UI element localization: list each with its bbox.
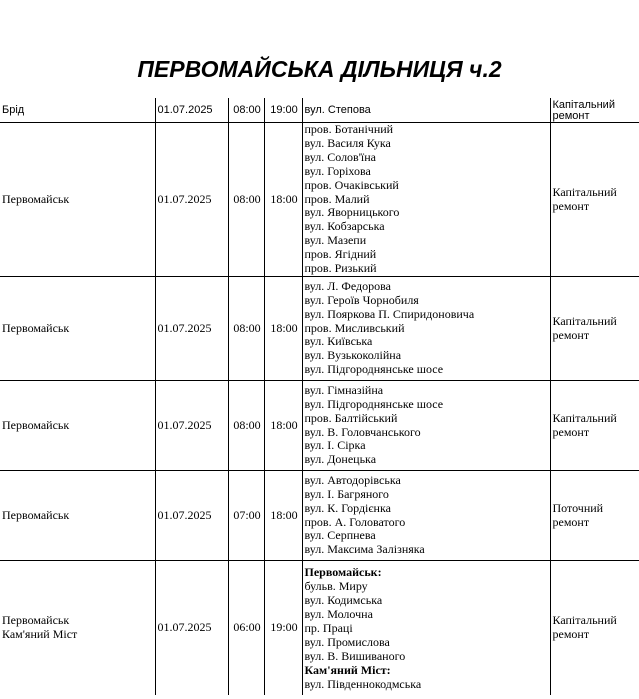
work-type-cell <box>550 471 639 561</box>
work-type-line: ремонт <box>552 110 590 122</box>
start-time-cell: 08:00 <box>228 277 264 381</box>
street-item: вул. Солов'їна <box>304 149 376 164</box>
street-item: вул. Київська <box>304 334 373 349</box>
end-time-cell: 18:00 <box>264 123 302 277</box>
street-item: вул. Підгороднянське шосе <box>304 396 444 411</box>
date-cell: 01.07.2025 <box>155 561 228 696</box>
table-row <box>0 381 639 471</box>
street-item: вул. Серпнева <box>304 528 376 543</box>
street-item: вул. Донецька <box>304 452 377 467</box>
location-line: Первомайськ <box>2 613 70 628</box>
street-item: вул. Промислова <box>304 634 390 649</box>
work-type-line: Капітальний <box>552 313 617 328</box>
street-item: пров. Малий <box>304 191 370 206</box>
location-cell: Брід <box>0 98 155 123</box>
street-item: вул. В. Головчанського <box>304 424 421 439</box>
table-row <box>0 471 639 561</box>
street-item: пров. А. Головатого <box>304 514 406 529</box>
street-item: вул. Василя Кука <box>304 135 391 150</box>
street-item: вул. Мазепи <box>304 233 367 248</box>
streets-cell <box>302 561 550 696</box>
location-cell: Первомайськ <box>0 471 155 561</box>
location-cell: Первомайськ <box>0 277 155 381</box>
table-row <box>0 98 639 123</box>
street-item: пров. Мисливський <box>304 320 405 335</box>
work-type-line: Капітальний <box>552 613 617 628</box>
date-cell: 01.07.2025 <box>155 381 228 471</box>
work-type-line: Капітальний <box>552 184 617 199</box>
street-item: вул. Підгороднянське шосе <box>304 362 444 377</box>
start-time-cell: 06:00 <box>228 561 264 696</box>
end-time-cell: 19:00 <box>264 561 302 696</box>
street-item: вул. Молочна <box>304 607 373 622</box>
date-cell: 01.07.2025 <box>155 98 228 123</box>
street-item: вул. Горіхова <box>304 163 371 178</box>
work-type-line: ремонт <box>552 514 590 529</box>
street-item: пр. Праці <box>304 621 353 636</box>
page-title: ПЕРВОМАЙСЬКА ДІЛЬНИЦЯ ч.2 <box>137 56 502 82</box>
streets-cell <box>302 98 550 123</box>
end-time-cell: 18:00 <box>264 471 302 561</box>
street-item: вул. В. Вишиваного <box>304 648 406 663</box>
location-cell: Первомайськ <box>0 123 155 277</box>
street-item: вул. Максима Залізняка <box>304 542 425 557</box>
work-type-cell <box>550 561 639 696</box>
work-type-line: Поточний <box>552 500 604 515</box>
date-cell: 01.07.2025 <box>155 471 228 561</box>
streets-cell <box>302 123 550 277</box>
table-row <box>0 277 639 381</box>
start-time-cell: 08:00 <box>228 98 264 123</box>
streets-cell <box>302 277 550 381</box>
work-type-cell <box>550 98 639 123</box>
street-item: пров. Очаківський <box>304 177 399 192</box>
start-time-cell: 07:00 <box>228 471 264 561</box>
street-group-header: Первомайськ: <box>304 565 382 580</box>
work-type-line: Капітальний <box>552 410 617 425</box>
date-cell: 01.07.2025 <box>155 123 228 277</box>
start-time-cell: 08:00 <box>228 123 264 277</box>
table-row <box>0 123 639 277</box>
street-item: вул. Гімназійна <box>304 382 384 397</box>
schedule-table <box>0 98 639 695</box>
street-item: вул. Кодимська <box>304 593 383 608</box>
street-item: вул. К. Гордієнка <box>304 500 391 515</box>
work-type-line: ремонт <box>552 327 590 342</box>
streets-cell <box>302 381 550 471</box>
street-group-header: Кам'яний Міст: <box>304 662 391 677</box>
streets-cell <box>302 471 550 561</box>
work-type-line: ремонт <box>552 627 590 641</box>
end-time-cell: 18:00 <box>264 381 302 471</box>
street-item: вул. Пояркова П. Спиридоновича <box>304 306 475 321</box>
start-time-cell: 08:00 <box>228 381 264 471</box>
end-time-cell: 18:00 <box>264 277 302 381</box>
work-type-cell <box>550 381 639 471</box>
street-item: вул. Яворницького <box>304 205 400 220</box>
street-item: бульв. Миру <box>304 579 368 594</box>
street-item: пров. Ботанічний <box>304 122 394 137</box>
work-type-cell <box>550 277 639 381</box>
end-time-cell: 19:00 <box>264 98 302 123</box>
street-item: вул. Героїв Чорнобиля <box>304 292 419 307</box>
work-type-cell <box>550 123 639 277</box>
work-type-line: Капітальний <box>552 99 615 111</box>
work-type-line: ремонт <box>552 424 590 439</box>
work-type-line: ремонт <box>552 198 590 213</box>
table-row <box>0 561 639 696</box>
street-item: пров. Ризький <box>304 261 377 276</box>
street-item: вул. Степова <box>304 104 371 116</box>
street-item: вул. І. Багряного <box>304 486 389 501</box>
location-line: Кам'яний Міст <box>2 627 78 641</box>
street-item: вул. Вузькоколійна <box>304 348 402 363</box>
street-item: пров. Ягідний <box>304 247 377 262</box>
street-item: вул. Л. Федорова <box>304 278 391 293</box>
street-item: вул. Автодорівська <box>304 472 401 487</box>
street-item: вул. Кобзарська <box>304 219 385 234</box>
street-item: вул. Південнокодмська <box>304 676 422 691</box>
location-cell <box>0 561 155 696</box>
location-cell: Первомайськ <box>0 381 155 471</box>
street-item: пров. Балтійський <box>304 410 398 425</box>
street-item: вул. І. Сірка <box>304 438 366 453</box>
date-cell: 01.07.2025 <box>155 277 228 381</box>
